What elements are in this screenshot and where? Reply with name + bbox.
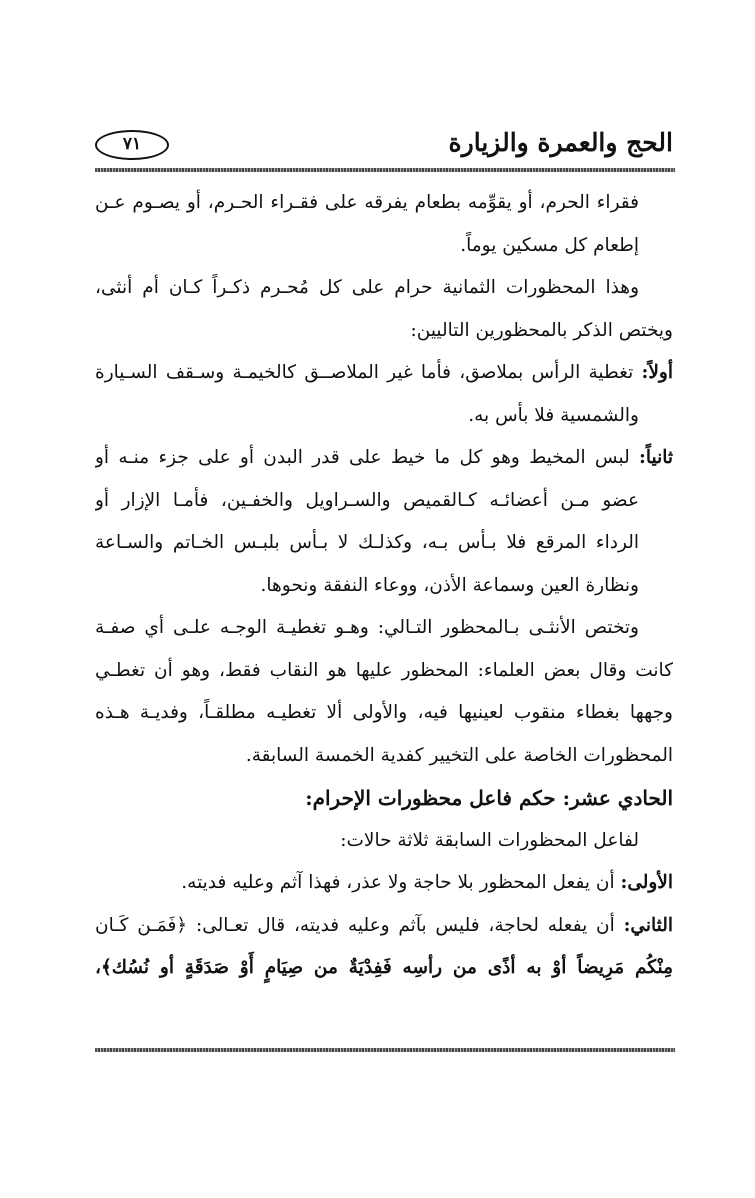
text-line: أولاً: تغطية الرأس بملاصق، فأما غير الملاصــق كالخيمـة وسـقف السـيارة bbox=[95, 362, 673, 383]
item-label: ثانياً: bbox=[639, 447, 673, 468]
section-heading: الحادي عشر: حكم فاعل محظورات الإحرام: bbox=[305, 786, 673, 810]
quran-verse-line: مِنْكُم مَرِيضاً أوْ به أذًى من رأسِه فَفِدْيَةٌ من صِيَامٍ أَوْ صَدَقَةٍ أو نُسُك﴾، bbox=[95, 957, 673, 978]
item-label: الثاني: bbox=[623, 914, 673, 936]
text-line: كانت وقال بعض العلماء: المحظور عليها هو النقاب فقط، وهو أن تغطـي bbox=[95, 659, 673, 681]
header-divider bbox=[95, 168, 675, 172]
text-line: الأولى: أن يفعل المحظور بلا حاجة ولا عذر، فهذا آثم وعليه فديته. bbox=[181, 872, 673, 893]
item-label: أولاً: bbox=[641, 362, 673, 383]
text-line: عضو مـن أعضائـه كـالقميص والسـراويل والخفـين، فأمـا الإزار أو bbox=[95, 489, 639, 511]
text-line: ثانياً: لبس المخيط وهو كل ما خيط على قدر البدن أو على جزء منـه أو bbox=[95, 447, 673, 468]
text-line: والشمسية فلا بأس به. bbox=[468, 404, 639, 426]
text-line: المحظورات الخاصة على التخيير كفدية الخمسة السابقة. bbox=[245, 744, 673, 766]
page-number-badge: ٧١ bbox=[95, 130, 169, 160]
body-text bbox=[95, 182, 673, 990]
text-line: ويختص الذكر بالمحظورين التاليين: bbox=[410, 319, 673, 341]
item-label: الأولى: bbox=[620, 872, 673, 893]
page-header bbox=[95, 122, 673, 166]
running-title: الحج والعمرة والزيارة bbox=[448, 128, 673, 157]
text-line: وتختص الأنثـى بـالمحظور التـالي: وهـو تغطيـة الوجـه علـى أي صفـة bbox=[95, 617, 639, 638]
text-line: ونظارة العين وسماعة الأذن، ووعاء النفقة ونحوها. bbox=[260, 574, 639, 596]
text-line: وهذا المحظورات الثمانية حرام على كل مُحـرم ذكـراً كـان أم أنثى، bbox=[95, 277, 639, 298]
footer-divider bbox=[95, 1048, 675, 1052]
text-line: إطعام كل مسكين يوماً. bbox=[460, 234, 639, 256]
text-line: الرداء المرقع فلا بـأس بـه، وكذلـك لا بـأس بلبـس الخـاتم والسـاعة bbox=[95, 532, 639, 553]
text-line: لفاعل المحظورات السابقة ثلاثة حالات: bbox=[340, 829, 639, 851]
text-line: وجهها بغطاء منقوب لعينيها فيه، والأولى ألا تغطيـه مطلقـاً، وفديـة هـذه bbox=[95, 702, 673, 723]
text-line: فقراء الحرم، أو يقوِّمه بطعام يفرقه على فقـراء الحـرم، أو يصـوم عـن bbox=[95, 192, 639, 213]
text-line: الثاني: أن يفعله لحاجة، فليس بآثم وعليه فديته، قال تعـالى: ﴿فَمَـن كَـان bbox=[95, 914, 673, 936]
